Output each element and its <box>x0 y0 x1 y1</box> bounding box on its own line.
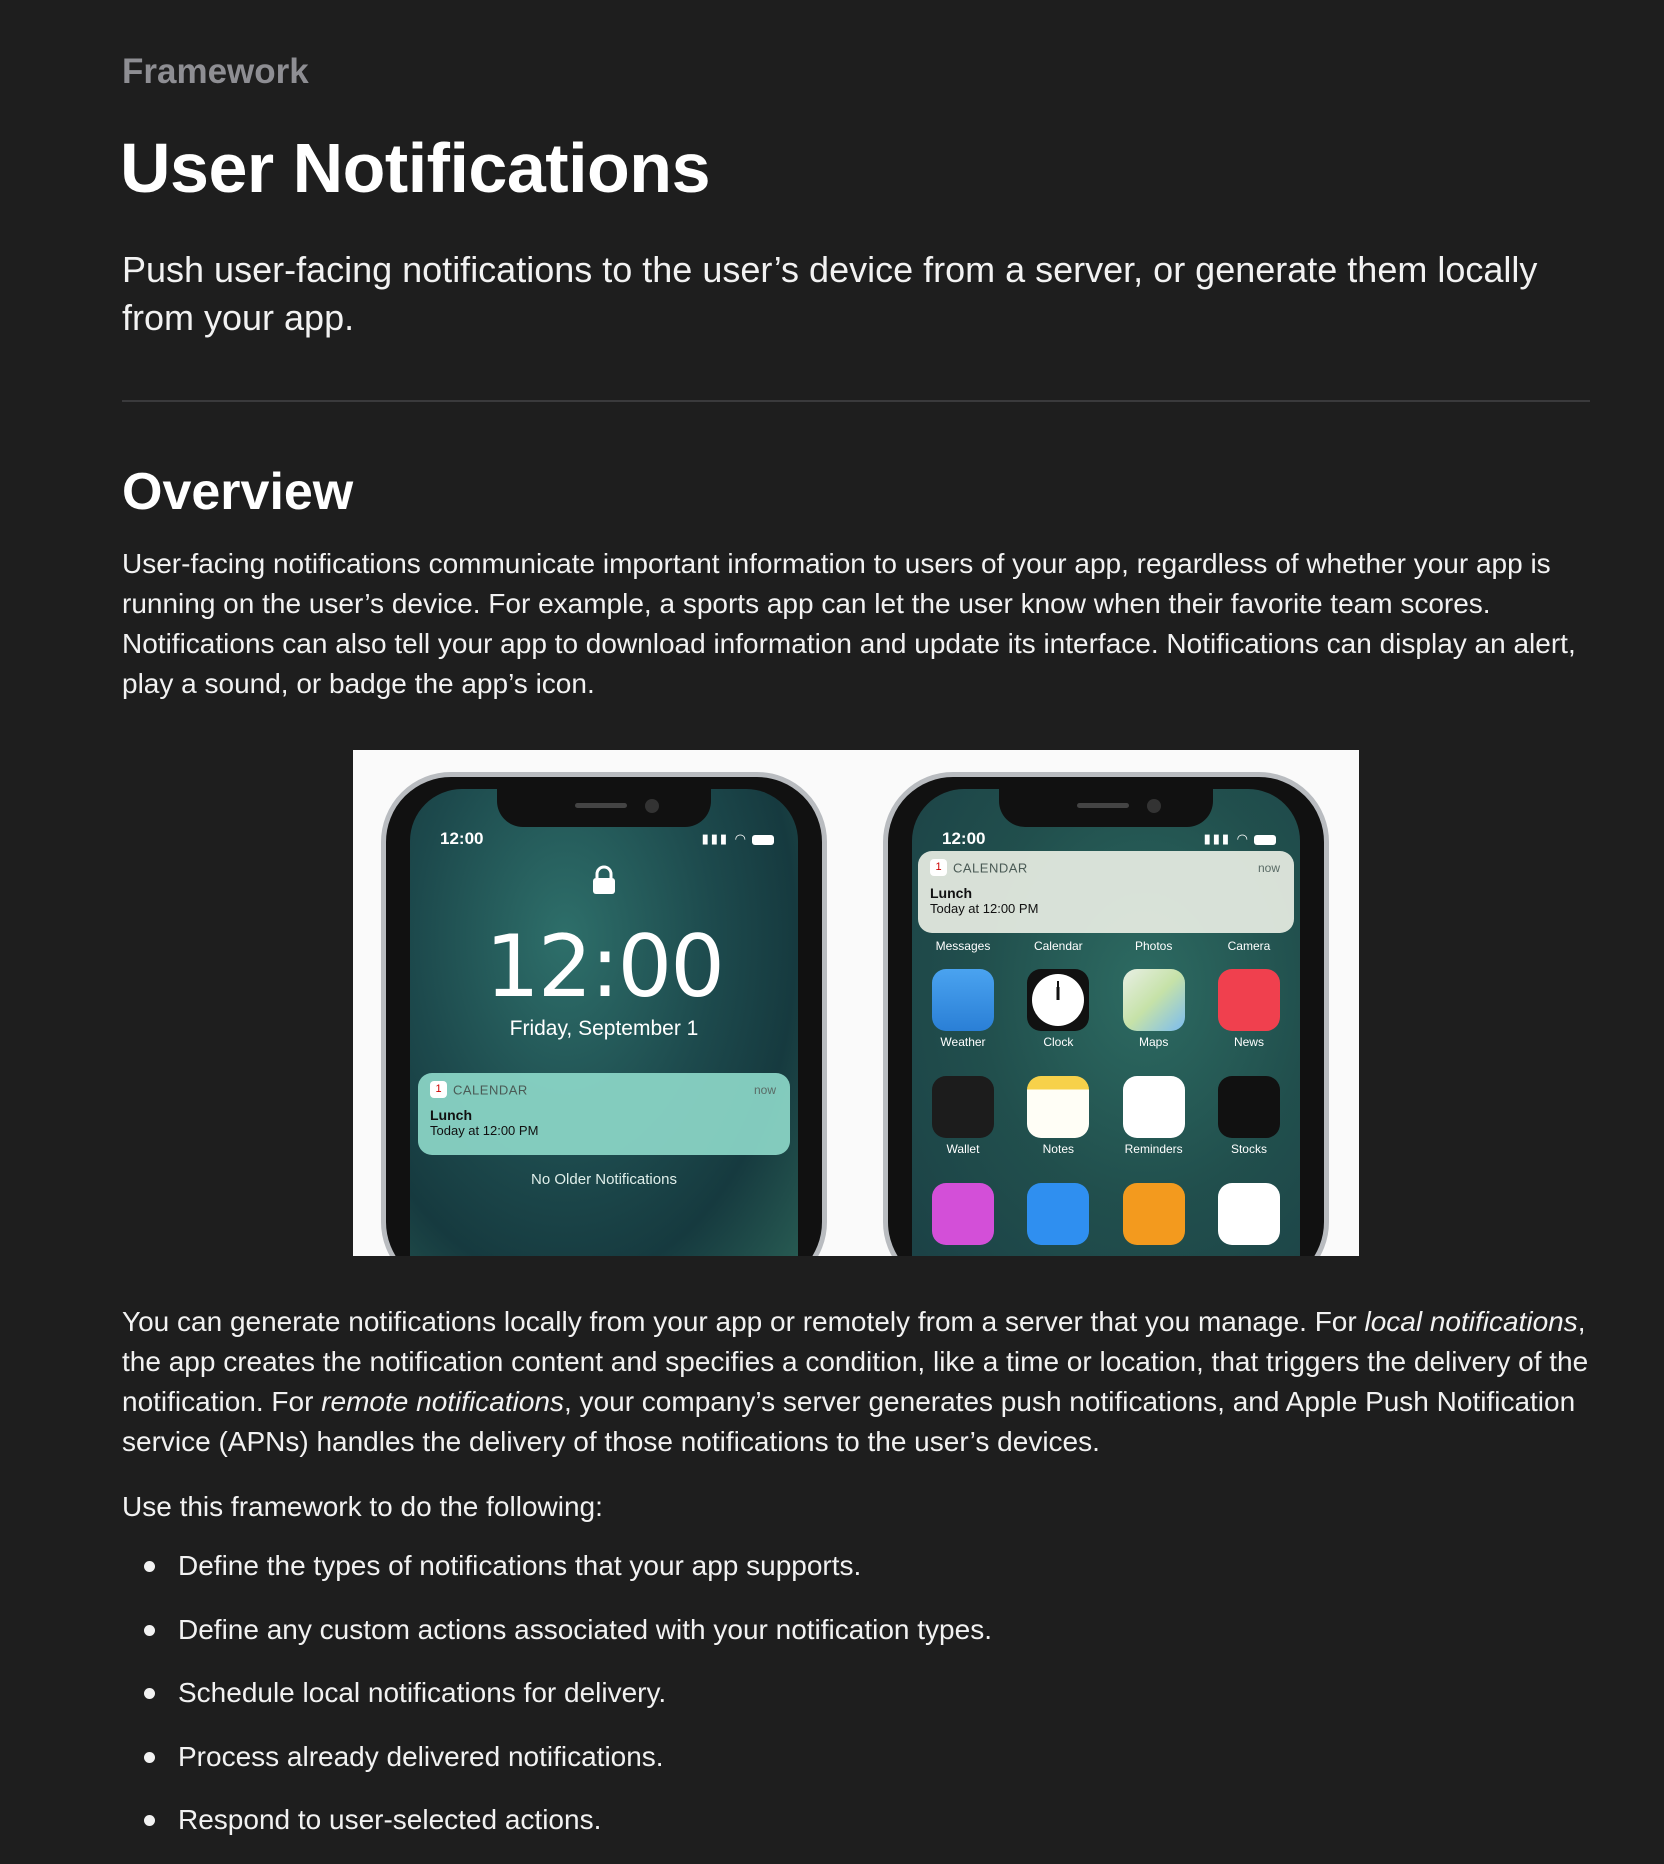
notification-body: Today at 12:00 PM <box>930 901 1039 916</box>
phone-notch <box>999 789 1213 827</box>
wallet-icon <box>932 1076 994 1138</box>
reminders-icon <box>1123 1076 1185 1138</box>
overview-heading: Overview <box>122 463 354 521</box>
app-weather: Weather <box>924 969 1002 1076</box>
status-icons: ▮▮▮ ◠ <box>1204 831 1276 847</box>
lock-screen-phone <box>381 772 827 1256</box>
app-calendar: Calendar <box>1033 939 1083 953</box>
battery-icon <box>752 835 774 845</box>
app-row <box>924 1183 1288 1256</box>
bullet-icon <box>144 1625 155 1636</box>
overview-paragraph-3: Use this framework to do the following: <box>122 1491 603 1522</box>
overview-paragraph-2: You can generate notifications locally from your app or remotely from a server that you manage. For local notifications, the app creates the notification content and specifies a condition, like a time or location, that triggers the delivery of the notification. For remote notifications, your company’s server generates push notifications, and Apple Push Notification service (APNs) handles the delivery of those notifications to the user’s devices. <box>122 1306 1589 1457</box>
app-itunes <box>924 1183 1002 1256</box>
feature-list <box>122 1546 1522 1864</box>
calendar-icon: 1 <box>930 859 947 876</box>
health-icon <box>1218 1183 1280 1245</box>
notification-time: now <box>1257 861 1280 875</box>
home-screen <box>912 789 1300 1256</box>
itunes-icon <box>932 1183 994 1245</box>
app-maps: Maps <box>1115 969 1193 1076</box>
list-item: Schedule local notifications for delivery. <box>122 1673 1522 1737</box>
notification-illustration <box>353 750 1359 1256</box>
divider <box>122 400 1590 402</box>
app-photos: Photos <box>1134 939 1173 953</box>
abstract: Push user-facing notifications to the user’s device from a server, or generate them locally from your app. <box>122 249 1538 338</box>
notification-title: Lunch <box>430 1107 472 1123</box>
appstore-icon <box>1027 1183 1089 1245</box>
calendar-banner-notification <box>918 851 1294 933</box>
notification-app: CALENDAR <box>453 1082 528 1098</box>
notification-time: now <box>753 1083 776 1097</box>
app-news: News <box>1210 969 1288 1076</box>
notification-app: CALENDAR <box>953 860 1028 876</box>
app-wallet: Wallet <box>924 1076 1002 1183</box>
phone-notch <box>497 789 711 827</box>
clock-icon <box>1027 969 1089 1031</box>
books-icon <box>1123 1183 1185 1245</box>
app-row <box>924 969 1288 1076</box>
list-item: Define any custom actions associated with your notification types. <box>122 1610 1522 1674</box>
maps-icon <box>1123 969 1185 1031</box>
list-item: Process already delivered notifications. <box>122 1737 1522 1801</box>
app-reminders: Reminders <box>1115 1076 1193 1183</box>
list-item: Respond to user-selected actions. <box>122 1800 1522 1864</box>
battery-icon <box>1254 835 1276 845</box>
calendar-icon: 1 <box>430 1081 447 1098</box>
bullet-icon <box>144 1752 155 1763</box>
lock-date: Friday, September 1 <box>509 1017 699 1040</box>
app-appstore <box>1019 1183 1097 1256</box>
framework-eyebrow: Framework <box>122 52 309 91</box>
notes-icon <box>1027 1076 1089 1138</box>
term-local-notifications: local notifications <box>1364 1306 1578 1337</box>
app-row <box>924 939 1288 969</box>
notification-title: Lunch <box>930 885 972 901</box>
status-icons: ▮▮▮ ◠ <box>702 831 774 847</box>
bullet-icon <box>144 1688 155 1699</box>
lock-screen <box>410 789 798 1256</box>
term-remote-notifications: remote notifications <box>321 1386 564 1417</box>
status-time: 12:00 <box>942 829 986 848</box>
overview-paragraph-1: User-facing notifications communicate important information to users of your app, regardless of whether your app is running on the user’s device. For example, a sports app can let the user know when their favorite team scores. Notifications can also tell your app to download information and update its interface. Notifications can display an alert, play a sound, or badge the app’s icon. <box>122 548 1576 699</box>
lock-icon <box>591 865 617 895</box>
app-clock: Clock <box>1019 969 1097 1076</box>
calendar-notification <box>418 1073 790 1155</box>
app-grid <box>924 939 1288 1256</box>
weather-icon <box>932 969 994 1031</box>
app-notes: Notes <box>1019 1076 1097 1183</box>
bullet-icon <box>144 1815 155 1826</box>
list-item: Define the types of notifications that your app supports. <box>122 1546 1522 1610</box>
news-icon <box>1218 969 1280 1031</box>
app-books <box>1115 1183 1193 1256</box>
no-older-notifications: No Older Notifications <box>531 1171 677 1188</box>
stocks-icon <box>1218 1076 1280 1138</box>
lock-clock: 12:00 <box>485 917 723 1017</box>
app-row <box>924 1076 1288 1183</box>
app-stocks: Stocks <box>1210 1076 1288 1183</box>
app-messages: Messages <box>935 939 991 953</box>
page-title: User Notifications <box>120 129 710 207</box>
app-health <box>1210 1183 1288 1256</box>
notification-body: Today at 12:00 PM <box>430 1123 539 1138</box>
app-camera: Camera <box>1227 939 1271 953</box>
home-screen-phone <box>883 772 1329 1256</box>
status-time: 12:00 <box>440 829 484 848</box>
bullet-icon <box>144 1561 155 1572</box>
